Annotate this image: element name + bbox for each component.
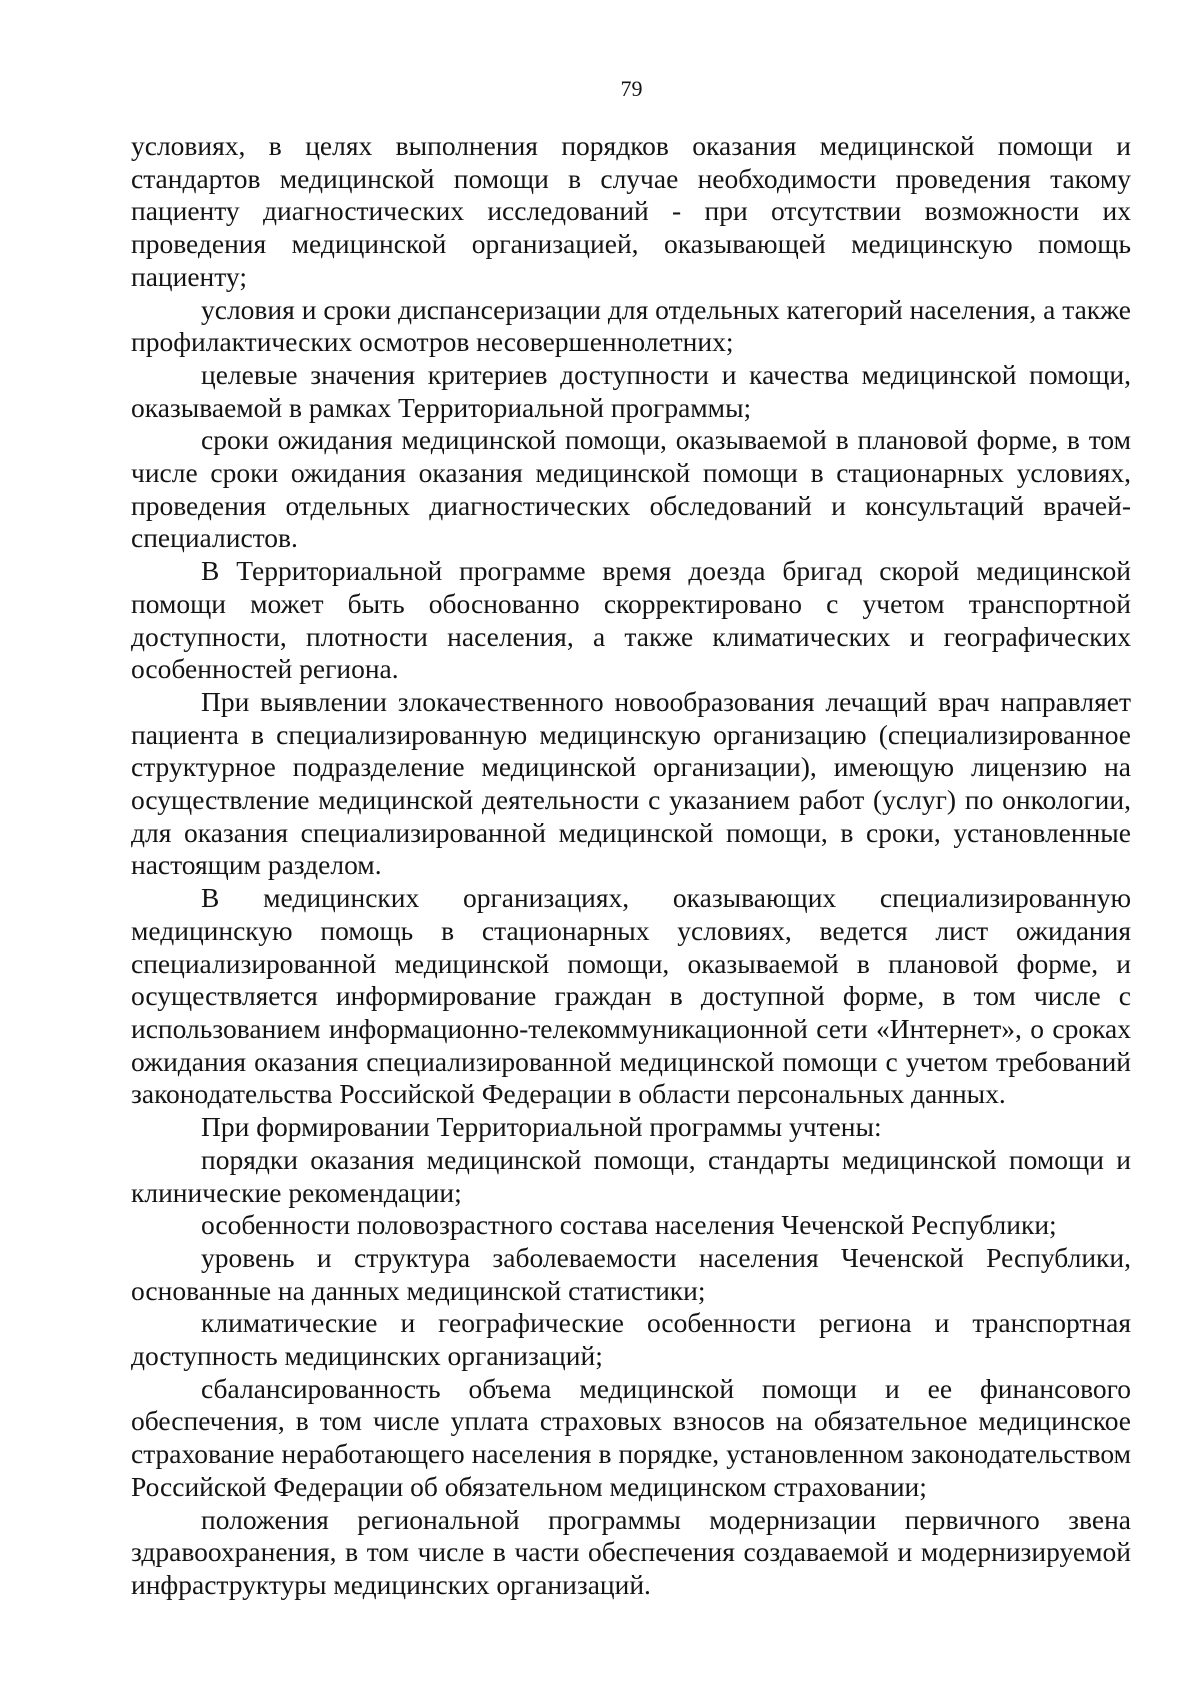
paragraph-4: сроки ожидания медицинской помощи, оказываемой в плановой форме, в том числе сроки ожидания оказания медицинской помощи в стационарных условиях, проведения отдельных диагностических обследований и консультаций врачей-специалистов.: [131, 424, 1131, 554]
paragraph-10: особенности половозрастного состава населения Чеченской Республики;: [201, 1209, 1057, 1241]
paragraph-12: климатические и географические особенности региона и транспортная доступность медицинских организаций;: [131, 1307, 1131, 1372]
paragraph-6: При выявлении злокачественного новообразования лечащий врач направляет пациента в специализированную медицинскую организацию (специализированное структурное подразделение медицинской организации), имеющую лицензию на осуществление медицинской деятельности с указанием работ (услуг) по онкологии, для оказания специализированной медицинской помощи, в сроки, установленные настоящим разделом.: [131, 685, 1131, 881]
paragraph-1: условиях, в целях выполнения порядков оказания медицинской помощи и стандартов медицинской помощи в случае необходимости проведения такому пациенту диагностических исследований - при отсутствии возможности их проведения медицинской организацией, оказывающей медицинскую помощь пациенту;: [131, 130, 1131, 292]
page-number: 79: [620, 76, 643, 101]
paragraph-5: В Территориальной программе время доезда бригад скорой медицинской помощи может быть обоснованно скорректировано с учетом транспортной доступности, плотности населения, а также климатических и географических особенностей региона.: [131, 555, 1131, 685]
paragraph-11: уровень и структура заболеваемости населения Чеченской Республики, основанные на данных медицинской статистики;: [131, 1241, 1131, 1306]
paragraph-13: сбалансированность объема медицинской помощи и ее финансового обеспечения, в том числе уплата страховых взносов на обязательное медицинское страхование неработающего населения в порядке, установленном законодательством Российской Федерации об обязательном медицинском страховании;: [131, 1372, 1131, 1502]
paragraph-7: В медицинских организациях, оказывающих специализированную медицинскую помощь в стационарных условиях, ведется лист ожидания специализированной медицинской помощи, оказываемой в плановой форме, и осуществляется информирование граждан в доступной форме, в том числе с использованием информационно-телекоммуникационной сети «Интернет», о сроках ожидания оказания специализированной медицинской помощи с учетом требований законодательства Российской Федерации в области персональных данных.: [131, 882, 1131, 1110]
paragraph-2: условия и сроки диспансеризации для отдельных категорий населения, а также профилактических осмотров несовершеннолетних;: [131, 293, 1131, 358]
paragraph-14: положения региональной программы модернизации первичного звена здравоохранения, в том числе в части обеспечения создаваемой и модернизируемой инфраструктуры медицинских организаций.: [131, 1503, 1131, 1600]
paragraph-3: целевые значения критериев доступности и качества медицинской помощи, оказываемой в рамках Территориальной программы;: [131, 358, 1131, 423]
document-body: [131, 130, 1131, 1602]
paragraph-9: порядки оказания медицинской помощи, стандарты медицинской помощи и клинические рекомендации;: [131, 1143, 1131, 1208]
paragraph-8: При формировании Территориальной программы учтены:: [201, 1111, 882, 1143]
